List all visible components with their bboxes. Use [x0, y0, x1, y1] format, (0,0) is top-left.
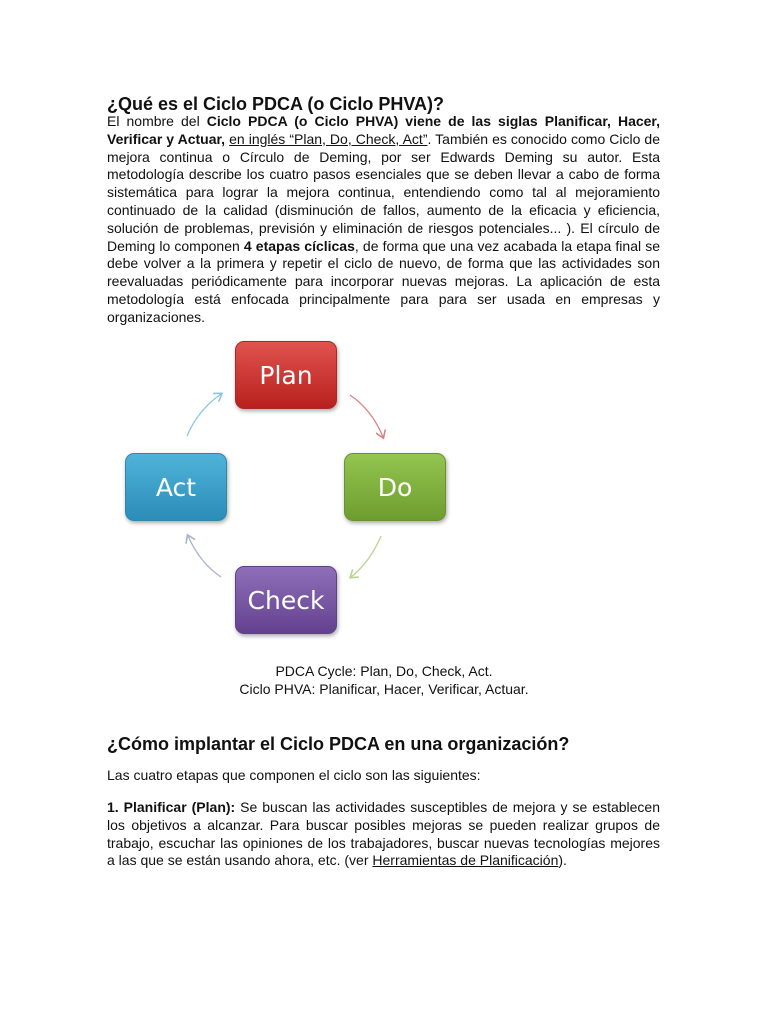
arrow-check-to-act — [188, 536, 221, 577]
step1-paragraph — [107, 799, 660, 870]
heading-how-to-implement: ¿Cómo implantar el Ciclo PDCA en una organización? — [107, 734, 570, 754]
diagram-caption-spanish: Ciclo PHVA: Planificar, Hacer, Verificar, Actuar. — [239, 681, 529, 697]
intro-english-terms: en inglés “Plan, Do, Check, Act” — [229, 130, 428, 147]
planning-tools-link[interactable]: Herramientas de Planificación — [372, 852, 559, 869]
intro-bold-stages: 4 etapas cíclicas — [243, 237, 355, 254]
intro-bold-definition: Ciclo PDCA (o Ciclo PHVA) viene de las siglas Planificar, Hacer, Verificar y Actuar, — [107, 113, 660, 147]
arrow-plan-to-do — [350, 395, 383, 437]
step1-end: ). — [558, 852, 567, 869]
step-check: Check — [235, 566, 337, 634]
step-act: Act — [125, 453, 227, 521]
step1-text: Se buscan las actividades susceptibles de mejora y se establecen los objetivos a alcanzar. Para buscar posibles mejoras se pueden realizar grupos de trabajo, escuchar las opiniones de los trabajadores, buscar nuevas tecnologías mejores a las que se están usando ahora, etc. (ver — [107, 799, 660, 869]
step-do: Do — [344, 453, 446, 521]
intro-text-3: , de forma que una vez acabada la etapa final se debe volver a la primera y repetir el ciclo de nuevo, de forma que las actividades son reevaluadas periódicamente para incorporar nuevas mejoras. La aplicación de esta metodología está enfocada principalmente para para ser usada en empresas y organizaciones. — [107, 237, 660, 325]
arrow-do-to-check — [351, 536, 381, 577]
step1-label: 1. Planificar (Plan): — [107, 799, 236, 815]
intro-text-2: . También es conocido como Ciclo de mejora continua o Círculo de Deming, por ser Edwards Deming su autor. Esta metodología describe los cuatro pasos esenciales que se deben llevar a cabo de forma sistemática para lograr la mejora continua, entendiendo como tal al mejoramiento continuado de la calidad (disminución de fallos, aumento de la eficacia y eficiencia, solución de problemas, previsión y eliminación de riesgos potenciales... ). El círculo de Deming lo componen — [107, 130, 660, 254]
intro-text-1: El nombre del — [107, 113, 207, 129]
stages-lead: Las cuatro etapas que componen el ciclo son las siguientes: — [107, 767, 481, 783]
step-plan: Plan — [235, 341, 337, 409]
intro-paragraph — [107, 113, 660, 327]
diagram-caption-english: PDCA Cycle: Plan, Do, Check, Act. — [275, 663, 493, 679]
heading-what-is-pdca: ¿Qué es el Ciclo PDCA (o Ciclo PHVA)? — [107, 94, 445, 114]
arrow-act-to-plan — [187, 394, 221, 436]
